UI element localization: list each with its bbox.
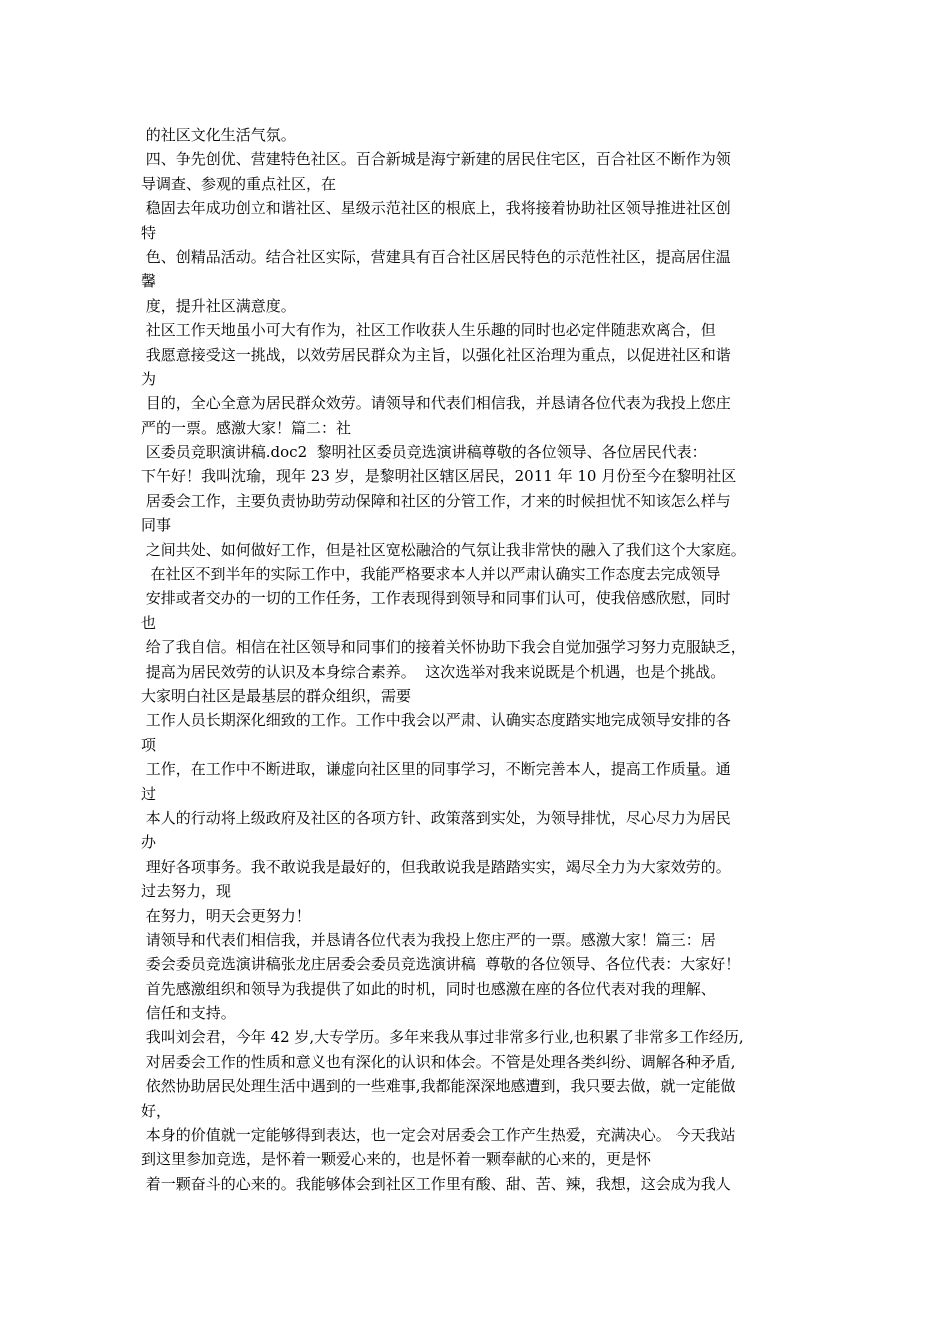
text-line: 首先感激组织和领导为我提供了如此的时机，同时也感激在座的各位代表对我的理解、 [141, 979, 716, 998]
text-line: 提高为居民效劳的认识及本身综合素养。 这次选举对我来说既是个机遇，也是个挑战。 [141, 662, 726, 681]
text-line: 同事 [141, 516, 172, 535]
text-line: 我叫刘会君，今年 42 岁,大专学历。多年来我从事过非常多行业,也积累了非常多工作经历, [141, 1028, 744, 1047]
text-line: 目的，全心全意为居民群众效劳。请领导和代表们相信我，并恳请各位代表为我投上您庄 [141, 394, 731, 413]
text-line: 委会委员竞选演讲稿张龙庄居委会委员竞选演讲稿 尊敬的各位领导、各位代表：大家好！ [141, 955, 741, 974]
text-line: 导调查、参观的重点社区，在 [141, 174, 337, 193]
text-line: 项 [141, 735, 157, 754]
text-line: 特 [141, 223, 157, 242]
text-line: 到这里参加竞选，是怀着一颗爱心来的，也是怀着一颗奉献的心来的，更是怀 [141, 1150, 652, 1169]
text-line: 工作，在工作中不断进取，谦虚向社区里的同事学习，不断完善本人，提高工作质量。通 [141, 760, 731, 779]
text-line: 本身的价值就一定能够得到表达，也一定会对居委会工作产生热爱，充满决心。 今天我站 [141, 1126, 736, 1145]
text-line: 过 [141, 784, 157, 803]
text-line: 度，提升社区满意度。 [141, 296, 296, 315]
text-line: 我愿意接受这一挑战，以效劳居民群众为主旨，以强化社区治理为重点，以促进社区和谐 [141, 345, 731, 364]
text-line: 为 [141, 369, 157, 388]
text-line: 稳固去年成功创立和谐社区、星级示范社区的根底上，我将接着协助社区领导推进社区创 [141, 199, 731, 218]
text-line: 依然协助居民处理生活中遇到的一些难事,我都能深深地感遭到，我只要去做，就一定能做 [141, 1077, 736, 1096]
text-line: 理好各项事务。我不敢说我是最好的，但我敢说我是踏踏实实，竭尽全力为大家效劳的。 [141, 857, 731, 876]
text-line: 本人的行动将上级政府及社区的各项方针、政策落到实处，为领导排忧，尽心尽力为居民 [141, 808, 731, 827]
text-line: 馨 [141, 272, 157, 291]
text-line: 下午好！我叫沈瑜，现年 23 岁，是黎明社区辖区居民，2011 年 10 月份至今在黎明社区 [141, 467, 737, 486]
text-line: 过去努力，现 [141, 882, 232, 901]
text-line: 好， [141, 1101, 172, 1120]
text-line: 居委会工作，主要负责协助劳动保障和社区的分管工作，才来的时候担忧不知该怎么样与 [141, 491, 731, 510]
text-line: 着一颗奋斗的心来的。我能够体会到社区工作里有酸、甜、苦、辣，我想，这会成为我人 [141, 1174, 731, 1193]
text-line: 办 [141, 833, 157, 852]
text-line: 在社区不到半年的实际工作中，我能严格要求本人并以严肃认确实工作态度去完成领导 [141, 565, 721, 584]
text-line: 的社区文化生活气氛。 [141, 126, 296, 144]
text-line: 请领导和代表们相信我，并恳请各位代表为我投上您庄严的一票。感激大家！篇三：居 [141, 930, 716, 949]
text-line: 对居委会工作的性质和意义也有深化的认识和体会。不管是处理各类纠纷、调解各种矛盾, [141, 1052, 736, 1071]
text-line: 也 [141, 613, 157, 632]
text-line: 之间共处、如何做好工作，但是社区宽松融洽的气氛让我非常快的融入了我们这个大家庭。 [141, 540, 746, 559]
text-line: 在努力，明天会更努力！ [141, 906, 311, 925]
text-line: 信任和支持。 [141, 1004, 236, 1023]
text-line: 给了我自信。相信在社区领导和同事们的接着关怀协助下我会自觉加强学习努力克服缺乏， [141, 638, 746, 657]
text-line: 严的一票。感激大家！篇二：社 [141, 418, 352, 437]
text-line: 社区工作天地虽小可大有作为，社区工作收获人生乐趣的同时也必定伴随悲欢离合，但 [141, 321, 716, 340]
text-line: 区委员竞职演讲稿.doc2 黎明社区委员竞选演讲稿尊敬的各位领导、各位居民代表： [141, 443, 707, 462]
text-line: 安排或者交办的一切的工作任务，工作表现得到领导和同事们认可，使我倍感欣慰，同时 [141, 589, 731, 608]
text-line: 工作人员长期深化细致的工作。工作中我会以严肃、认确实态度踏实地完成领导安排的各 [141, 711, 731, 730]
text-line: 大家明白社区是最基层的群众组织，需要 [141, 686, 412, 705]
text-line: 四、争先创优、营建特色社区。百合新城是海宁新建的居民住宅区，百合社区不断作为领 [141, 150, 731, 169]
text-line: 色、创精品活动。结合社区实际，营建具有百合社区居民特色的示范性社区，提高居住温 [141, 247, 731, 266]
document-body [141, 123, 831, 1196]
